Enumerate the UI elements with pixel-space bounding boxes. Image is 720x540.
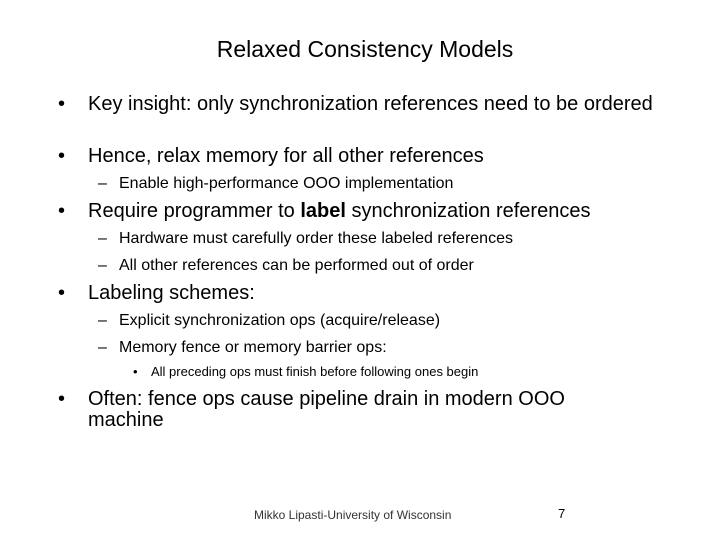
bullet-text-pre: Require programmer to [88, 200, 301, 222]
bullet-text: Labeling schemes: [88, 282, 255, 304]
sub-bullet-text: Hardware must carefully order these labeled references [119, 230, 513, 247]
sub-bullet-text: Memory fence or memory barrier ops: [119, 339, 387, 356]
bullet-mark: • [58, 145, 66, 167]
sub-bullet-mark: – [98, 312, 107, 329]
sub-sub-bullet-mark: • [133, 364, 138, 379]
sub-sub-bullet-text: All preceding ops must finish before following ones begin [151, 364, 479, 379]
bullet-text: Often: fence ops cause pipeline drain in modern OOO machine [88, 388, 565, 431]
sub-bullet-mark: – [98, 175, 107, 192]
footer-author: Mikko Lipasti-University of Wisconsin [254, 508, 452, 522]
sub-bullet-mark: – [98, 339, 107, 356]
sub-bullet-text: All other references can be performed out of order [119, 257, 474, 274]
bullet-text-bold: label [300, 200, 346, 222]
bullet-mark: • [58, 388, 66, 410]
sub-bullet-mark: – [98, 257, 107, 274]
bullet-mark: • [58, 93, 66, 115]
page-number: 7 [558, 506, 566, 521]
bullet-mark: • [58, 282, 66, 304]
bullet-text [88, 201, 688, 222]
slide-title: Relaxed Consistency Models [216, 36, 514, 62]
bullet-text: Hence, relax memory for all other references [88, 145, 484, 167]
sub-bullet-mark: – [98, 230, 107, 247]
bullet-text: Key insight: only synchronization references need to be ordered [88, 93, 653, 115]
sub-bullet-text: Explicit synchronization ops (acquire/release) [119, 312, 441, 329]
bullet-mark: • [58, 200, 66, 222]
bullet-text-post: synchronization references [345, 200, 591, 222]
sub-bullet-text: Enable high-performance OOO implementation [119, 175, 454, 192]
